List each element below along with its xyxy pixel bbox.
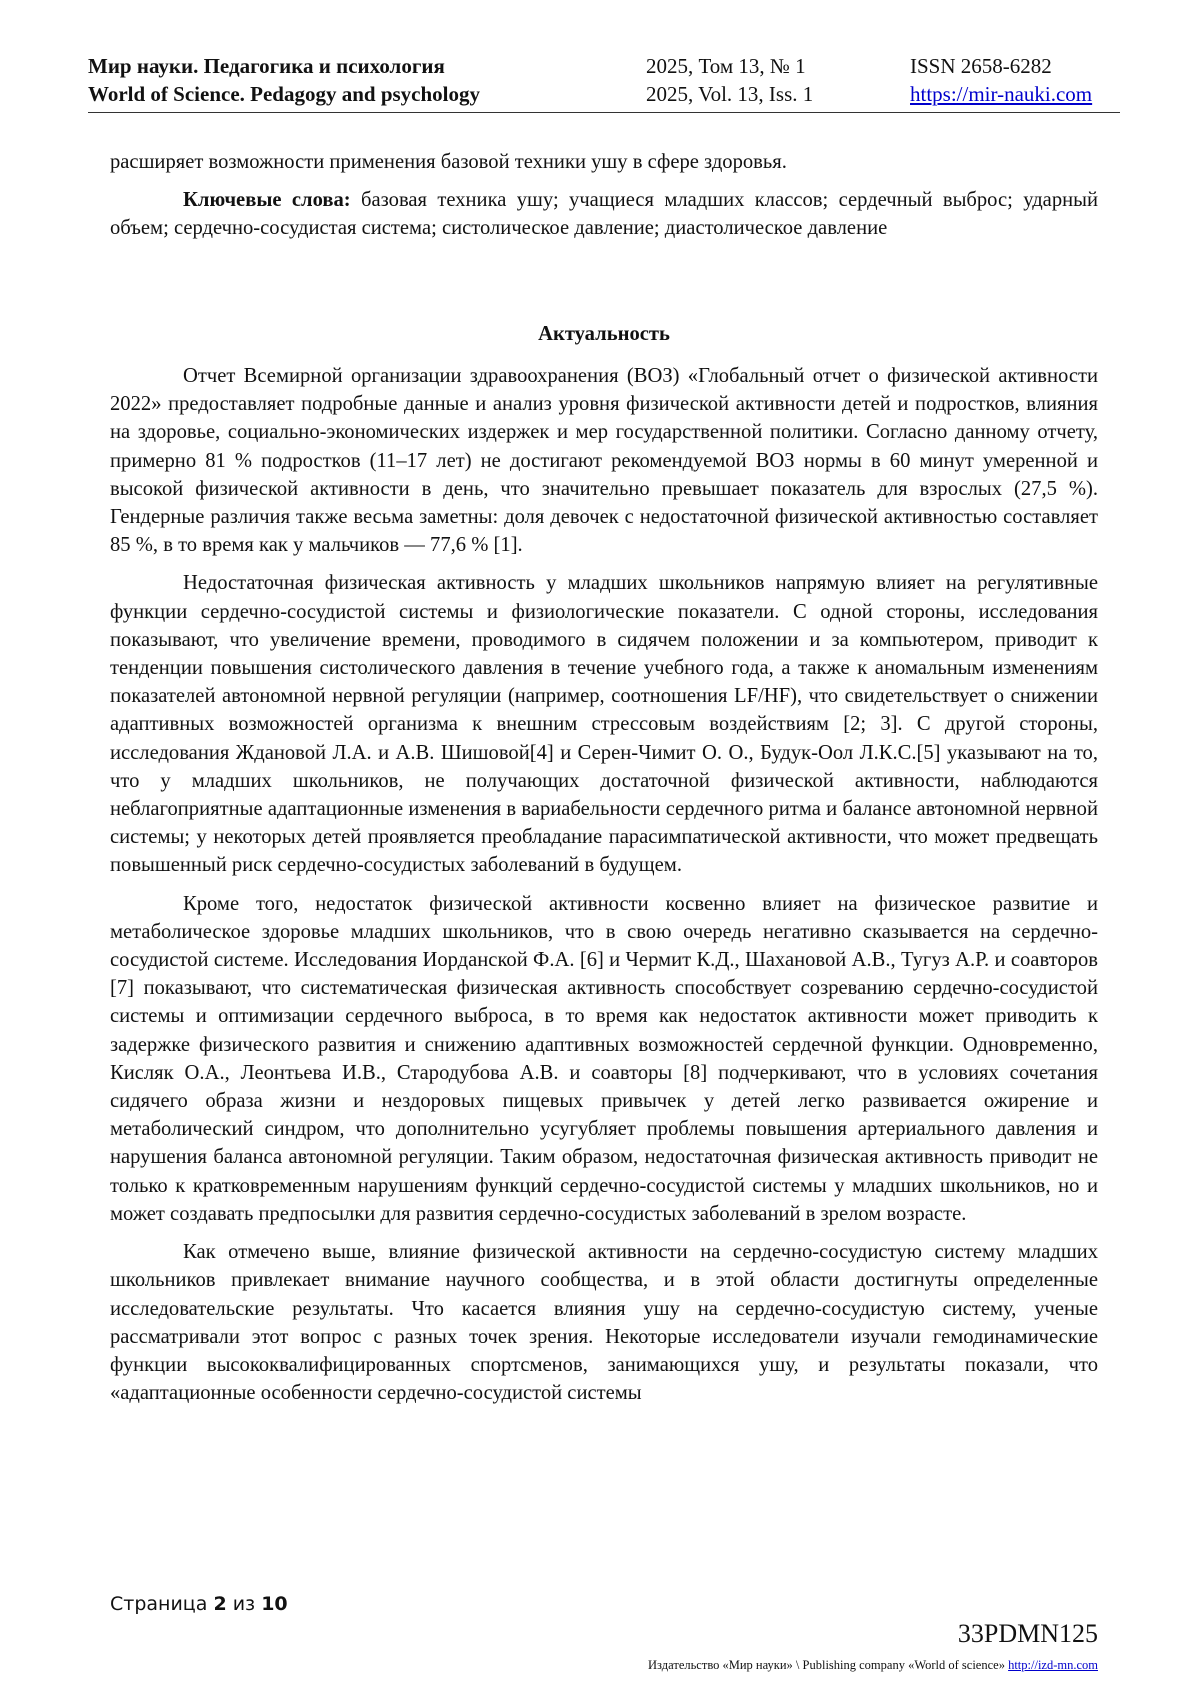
keywords-label: Ключевые слова: [183, 189, 351, 212]
page-current: 2 [213, 1593, 227, 1615]
journal-title-ru: Мир науки. Педагогика и психология [88, 54, 445, 78]
abstract-block [110, 148, 1098, 253]
publisher-line [648, 1657, 1098, 1673]
publisher-url-link[interactable]: http://izd-mn.com [1008, 1658, 1098, 1672]
issue-info-en: 2025, Vol. 13, Iss. 1 [646, 82, 814, 106]
paragraph: Кроме того, недостаток физической активности косвенно влияет на физическое развитие и метаболическое здоровье младших школьников, что в свою очередь негативно сказывается на сердечно-сосудистой системе. Исследования Иорданской Ф.А. [6] и Чермит К.Д., Шахановой А.В., Тугуз А.Р. и соавторов [7] показывают, что систематическая физическая активность способствует созреванию сердечно-сосудистой системы и оптимизации сердечного выброса, в то время как недостаток активности может приводить к задержке физического развития и снижению адаптивных возможностей сердечной функции. Одновременно, Кисляк О.А., Леонтьева И.В., Стародубова А.В. и соавторы [8] подчеркивают, что в условиях сочетания сидячего образа жизни и нездоровых пищевых привычек у детей легко развивается ожирение и метаболический синдром, что дополнительно усугубляет проблемы повышения артериального давления и нарушения баланса автономной регуляции. Таким образом, недостаточная физическая активность приводит не только к кратковременным нарушениям функций сердечно-сосудистой системы у младших школьников, но и может создавать предпосылки для развития сердечно-сосудистых заболеваний в зрелом возрасте. [110, 892, 1098, 1225]
article-code: 33PDMN125 [957, 1619, 1098, 1648]
issn: ISSN 2658-6282 [910, 54, 1052, 78]
page-of: из [226, 1593, 262, 1615]
journal-title-en: World of Science. Pedagogy and psychology [88, 82, 481, 106]
section-title: Актуальность [538, 323, 670, 345]
journal-url-cell [910, 80, 1092, 108]
publisher-text: Издательство «Мир науки» \ Publishing company «World of science» [648, 1658, 1009, 1672]
paragraph: Недостаточная физическая активность у младших школьников напрямую влияет на регулятивные функции сердечно-сосудистой системы и физиологические показатели. С одной стороны, исследования показывают, что увеличение времени, проводимого в сидячем положении и за компьютером, приводит к тенденции повышения систолического давления в течение учебного года, а также к аномальным изменениям показателей автономной нервной регуляции (например, соотношения LF/HF), что свидетельствует о снижении адаптивных возможностей организма к внешним стрессовым воздействиям [2; 3]. С другой стороны, исследования Ждановой Л.А. и А.В. Шишовой[4] и Серен-Чимит О. О., Будук-Оол Л.К.С.[5] указывают на то, что у младших школьников, не получающих достаточной физической активности, наблюдаются неблагоприятные адаптационные изменения в вариабельности сердечного ритма и балансе автономной нервной системы; у некоторых детей проявляется преобладание парасимпатической активности, что может предвещать повышенный риск сердечно-сосудистых заболеваний в будущем. [110, 572, 1098, 877]
keywords-text: базовая техника ушу; учащиеся младших классов; сердечный выброс; ударный объем; сердечно-сосудистая система; систолическое давление; диастолическое давление [110, 189, 1098, 240]
issue-info-ru: 2025, Том 13, № 1 [646, 54, 806, 78]
paragraph: Отчет Всемирной организации здравоохранения (ВОЗ) «Глобальный отчет о физической активности 2022» предоставляет подробные данные и анализ уровня физической активности детей и подростков, влияния на здоровье, социально-экономических издержек и мер государственной политики. Согласно данному отчету, примерно 81 % подростков (11–17 лет) не достигают рекомендуемой ВОЗ нормы в 60 минут умеренной и высокой физической активности в день, что значительно превышает показатель для взрослых (27,5 %). Гендерные различия также весьма заметны: доля девочек с недостаточной физической активностью составляет 85 %, в то время как у мальчиков — 77,6 % [1]. [110, 365, 1098, 557]
keywords [110, 186, 1098, 242]
page-total: 10 [261, 1593, 288, 1615]
body-text [110, 362, 1098, 1417]
header-divider [88, 112, 1120, 113]
abstract-tail: расширяет возможности применения базовой техники ушу в сфере здоровья. [110, 151, 787, 173]
paragraph: Как отмечено выше, влияние физической активности на сердечно-сосудистую систему младших школьников привлекает внимание научного сообщества, и в этой области достигнуты определенные исследовательские результаты. Что касается влияния ушу на сердечно-сосудистую систему, ученые рассматривали этот вопрос с разных точек зрения. Некоторые исследователи изучали гемодинамические функции высококвалифицированных спортсменов, занимающихся ушу, и результаты показали, что «адаптационные особенности сердечно-сосудистой системы [110, 1241, 1098, 1405]
page-prefix: Страница [110, 1593, 214, 1615]
journal-url-link[interactable]: https://mir-nauki.com [910, 82, 1093, 106]
page-number [110, 1593, 288, 1615]
